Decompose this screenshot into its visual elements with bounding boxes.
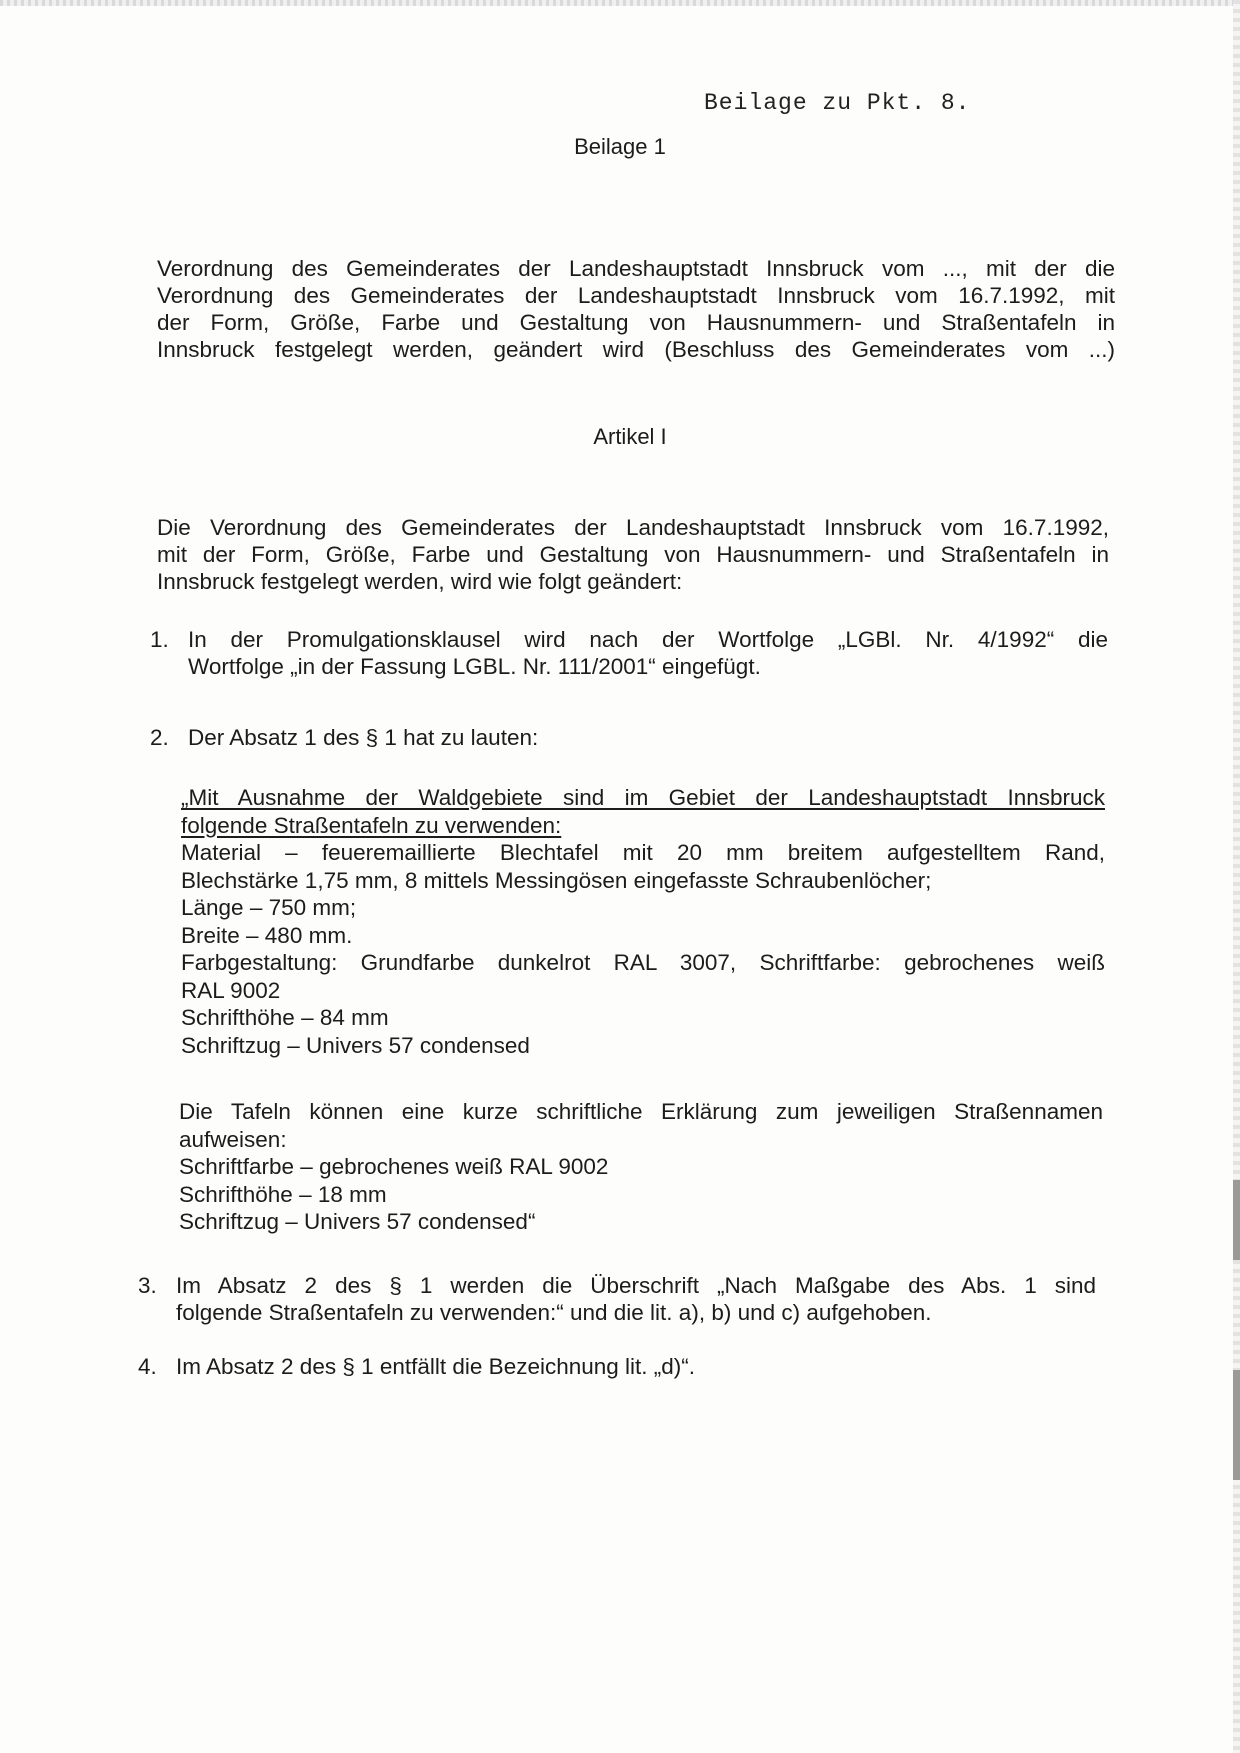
item-line: Im Absatz 2 des § 1 entfällt die Bezeichnung lit. „d)“. — [176, 1354, 696, 1379]
spec-line: Blechstärke 1,75 mm, 8 mittels Messingösen eingefasste Schraubenlöcher; — [181, 867, 932, 893]
title-line: der Form, Größe, Farbe und Gestaltung von Hausnummern- und Straßentafeln in — [157, 310, 1115, 335]
artikel-heading: Artikel I — [593, 424, 667, 449]
title-line: Verordnung des Gemeinderates der Landeshauptstadt Innsbruck vom 16.7.1992, mit — [157, 283, 1115, 308]
spec-line: Material – feueremaillierte Blechtafel mit 20 mm breitem aufgestelltem Rand, — [181, 840, 1105, 865]
item-line: Im Absatz 2 des § 1 werden die Überschrift „Nach Maßgabe des Abs. 1 sind — [176, 1273, 1096, 1298]
ordinance-title — [157, 255, 1115, 363]
quoted-paragraph — [181, 784, 1105, 1059]
intro-paragraph — [157, 514, 1109, 595]
item-number: 1. — [150, 627, 169, 652]
scan-right-edge — [1233, 0, 1240, 1753]
spec-line: Schriftzug – Univers 57 condensed — [181, 1032, 530, 1058]
tafeln-line: Schriftzug – Univers 57 condensed“ — [179, 1209, 536, 1234]
scan-top-edge — [0, 0, 1240, 6]
tafeln-line: Schriftfarbe – gebrochenes weiß RAL 9002 — [179, 1154, 609, 1179]
title-line: Verordnung des Gemeinderates der Landeshauptstadt Innsbruck vom ..., mit der die — [157, 256, 1115, 281]
item-line: Wortfolge „in der Fassung LGBL. Nr. 111/2001“ eingefügt. — [188, 654, 761, 679]
item-number: 4. — [138, 1354, 157, 1379]
tafeln-line: Die Tafeln können eine kurze schriftliche Erklärung zum jeweiligen Straßennamen — [179, 1099, 1103, 1124]
beilage-heading: Beilage 1 — [574, 134, 666, 159]
tafeln-line: aufweisen: — [179, 1126, 287, 1152]
spec-line: Breite – 480 mm. — [181, 922, 353, 948]
quote-underlined-line: folgende Straßentafeln zu verwenden: — [181, 812, 562, 838]
stamp-beilage-pkt: Beilage zu Pkt. 8. — [704, 90, 971, 116]
title-line: Innsbruck festgelegt werden, geändert wird (Beschluss des Gemeinderates vom ...) — [157, 337, 1115, 362]
tafeln-paragraph — [179, 1098, 1103, 1236]
spec-line: Farbgestaltung: Grundfarbe dunkelrot RAL 3007, Schriftfarbe: gebrochenes weiß — [181, 950, 1105, 975]
spec-line: RAL 9002 — [181, 977, 281, 1003]
spec-line: Schrifthöhe – 84 mm — [181, 1005, 389, 1030]
intro-line: Die Verordnung des Gemeinderates der Landeshauptstadt Innsbruck vom 16.7.1992, — [157, 515, 1109, 540]
item-line: Der Absatz 1 des § 1 hat zu lauten: — [188, 725, 539, 750]
item-number: 3. — [138, 1273, 157, 1298]
quote-underlined-line: „Mit Ausnahme der Waldgebiete sind im Gebiet der Landeshauptstadt Innsbruck — [181, 785, 1105, 810]
intro-line: Innsbruck festgelegt werden, wird wie folgt geändert: — [157, 569, 683, 594]
spec-line: Länge – 750 mm; — [181, 895, 357, 920]
intro-line: mit der Form, Größe, Farbe und Gestaltung von Hausnummern- und Straßentafeln in — [157, 542, 1109, 567]
item-line: folgende Straßentafeln zu verwenden:“ und die lit. a), b) und c) aufgehoben. — [176, 1300, 932, 1325]
tafeln-line: Schrifthöhe – 18 mm — [179, 1181, 387, 1207]
item-number: 2. — [150, 725, 169, 750]
item-line: In der Promulgationsklausel wird nach der Wortfolge „LGBl. Nr. 4/1992“ die — [188, 627, 1108, 652]
